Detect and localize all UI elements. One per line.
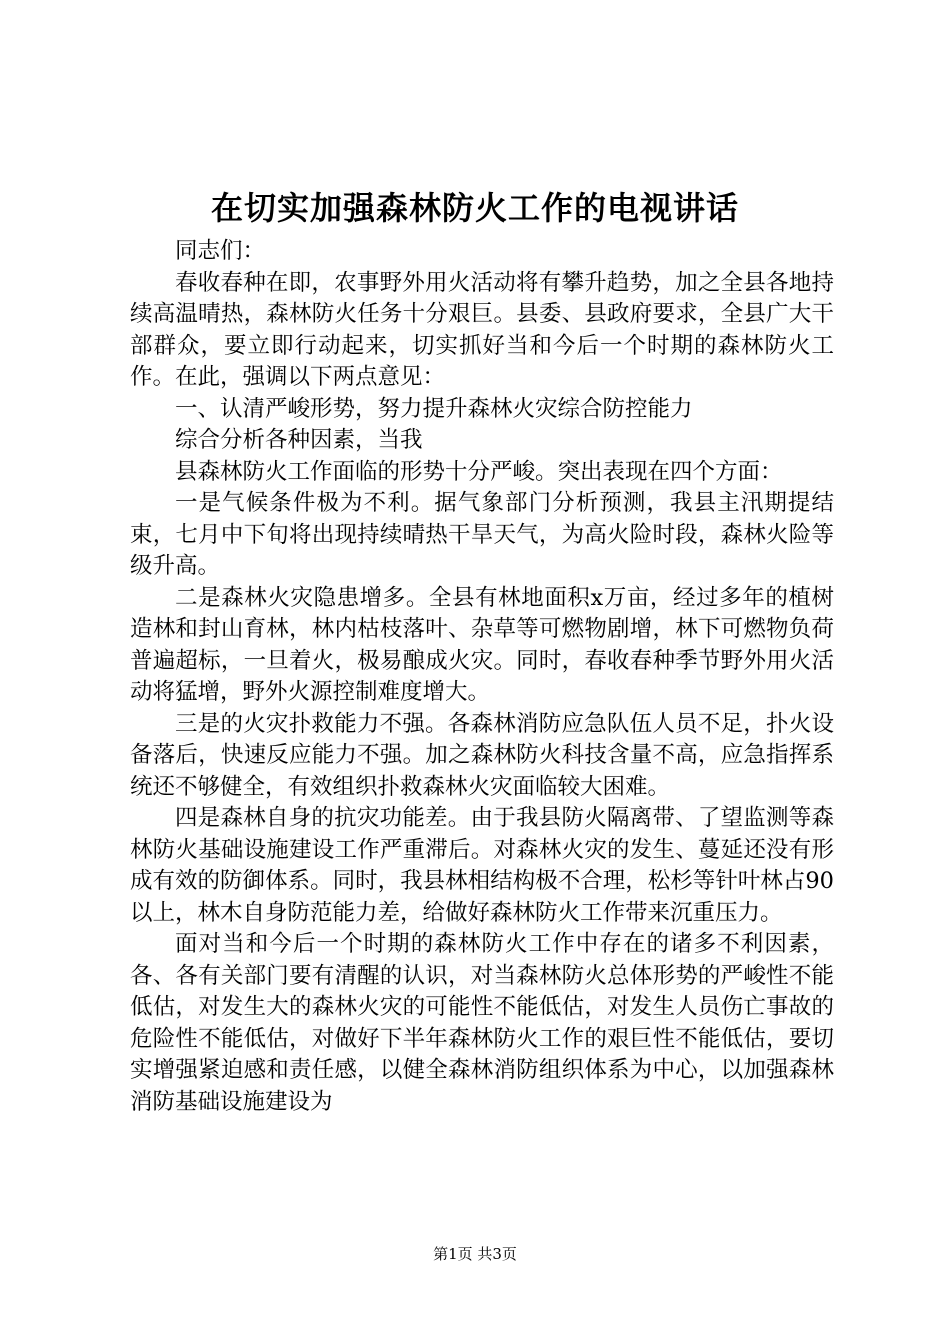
body-paragraph: 四是森林自身的抗灾功能差。由于我县防火隔离带、了望监测等森林防火基础设施建设工作严重滞后。对森林火灾的发生、蔓延还没有形成有效的防御体系。同时，我县林相结构极不合理，松杉等针叶林占90以上，林木自身防范能力差，给做好森林防火工作带来沉重压力。 bbox=[130, 805, 834, 926]
document-body bbox=[130, 236, 834, 1118]
page-number-footer: 第1页 共3页 bbox=[433, 1245, 517, 1263]
body-paragraph: 二是森林火灾隐患增多。全县有林地面积x万亩，经过多年的植树造林和封山育林，林内枯枝落叶、杂草等可燃物剧增，林下可燃物负荷普遍超标，一旦着火，极易酿成火灾。同时，春收春种季节野外用火活动将猛增，野外火源控制难度增大。 bbox=[130, 584, 834, 705]
body-paragraph: 综合分析各种因素，当我 bbox=[175, 427, 423, 453]
document-title: 在切实加强森林防火工作的电视讲话 bbox=[210, 189, 739, 227]
section-heading: 一、认清严峻形势，努力提升森林火灾综合防控能力 bbox=[175, 395, 693, 422]
body-paragraph: 一是气候条件极为不利。据气象部门分析预测，我县主汛期提结束，七月中下旬将出现持续晴热干旱天气，为高火险时段，森林火险等级升高。 bbox=[130, 490, 834, 579]
body-paragraph: 三是的火灾扑救能力不强。各森林消防应急队伍人员不足，扑火设备落后，快速反应能力不强。加之森林防火科技含量不高，应急指挥系统还不够健全，有效组织扑救森林火灾面临较大困难。 bbox=[130, 710, 834, 800]
body-paragraph: 县森林防火工作面临的形势十分严峻。突出表现在四个方面： bbox=[175, 458, 783, 485]
salutation: 同志们： bbox=[175, 238, 266, 264]
body-paragraph: 面对当和今后一个时期的森林防火工作中存在的诸多不利因素，各、各有关部门要有清醒的认识，对当森林防火总体形势的严峻性不能低估，对发生大的森林火灾的可能性不能低估，对发生人员伤亡事故的危险性不能低估，对做好下半年森林防火工作的艰巨性不能低估，要切实增强紧迫感和责任感，以健全森林消防组织体系为中心，以加强森林消防基础设施建设为 bbox=[130, 931, 834, 1115]
body-paragraph: 春收春种在即，农事野外用火活动将有攀升趋势，加之全县各地持续高温晴热，森林防火任务十分艰巨。县委、县政府要求，全县广大干部群众，要立即行动起来，切实抓好当和今后一个时期的森林防火工作。在此，强调以下两点意见： bbox=[130, 269, 834, 390]
